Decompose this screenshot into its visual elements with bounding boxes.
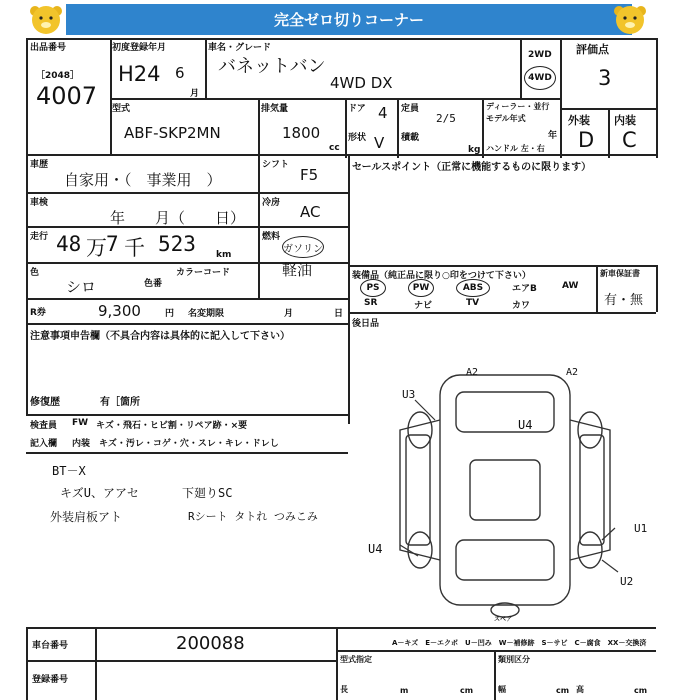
capacity-label: 定員 — [401, 104, 420, 114]
color-code-label: カラーコード — [176, 268, 231, 278]
equip-sr: SR — [364, 298, 378, 308]
grade-label: 評価点 — [576, 43, 609, 56]
height-label: 高 — [576, 685, 584, 694]
shape-label: 形状 — [348, 133, 367, 143]
handle-label: ハンドル 左・右 — [486, 144, 545, 153]
equip-tv: TV — [466, 298, 480, 308]
month-unit: 月 — [190, 89, 200, 99]
interior-grade: C — [622, 128, 637, 152]
class-no-label: 類別区分 — [498, 655, 530, 664]
note-l3: 外装肩板アト — [50, 510, 123, 524]
color-no-label: 色番 — [144, 279, 163, 289]
history-label: 車歴 — [30, 160, 49, 170]
mark-u3: U3 — [402, 388, 416, 401]
doors-label: ドア — [348, 104, 366, 114]
doors-value: 4 — [378, 104, 388, 122]
entry-label: 記入欄 — [30, 439, 58, 449]
mark-a2-right: A2 — [566, 367, 579, 378]
first-reg-label: 初度登録年月 — [112, 43, 167, 53]
name-change-label: 名変期限 — [188, 309, 225, 319]
mileage-label: 走行 — [30, 232, 49, 242]
car-name-label: 車名・グレード — [208, 43, 272, 53]
fuel-value: 軽油 — [282, 261, 313, 279]
repair-value: 有［箇所 — [100, 397, 140, 408]
capacity-value: 2/5 — [436, 112, 456, 125]
nc-month: 月 — [284, 309, 294, 319]
grade-score: 3 — [598, 66, 612, 90]
fw-label: FW — [72, 418, 89, 428]
cm-unit-3: cm — [634, 686, 648, 695]
equip-navi: ナビ — [414, 301, 433, 311]
era-year: H24 — [118, 62, 161, 86]
mileage-c: 523 — [158, 232, 196, 256]
legend: A－キズ E－エクボ U－凹み W－補修跡 S－サビ C－腐食 XX－交換済 — [392, 639, 647, 647]
mark-u2: U2 — [620, 575, 634, 588]
twowd-label: 2WD — [528, 50, 552, 60]
color-label: 色 — [30, 268, 40, 278]
mileage-man: 万 — [86, 236, 107, 260]
model-code: ABF-SKP2MN — [124, 124, 221, 142]
fuel-label: 燃料 — [262, 232, 281, 242]
chassis-label: 車台番号 — [32, 641, 69, 651]
mileage-sen: 千 — [124, 236, 145, 260]
inspection-date: 年 月（ 日） — [110, 209, 246, 227]
spare-label: スペア — [494, 616, 513, 623]
fourwd-circle: 4WD — [524, 66, 556, 90]
cc-unit: cc — [329, 143, 340, 153]
aircon-label: 冷房 — [262, 198, 281, 208]
equip-leather: カワ — [512, 301, 531, 311]
cm-unit-1: cm — [460, 686, 474, 695]
aircon-value: AC — [300, 203, 321, 221]
mileage-a: 48 — [56, 232, 82, 256]
rear-items-label: 後日品 — [352, 319, 380, 329]
width-label: 幅 — [498, 685, 506, 694]
displacement-value: 1800 — [282, 124, 321, 142]
warranty-value: 有・無 — [604, 293, 644, 308]
displacement-label: 排気量 — [261, 104, 289, 114]
page-title: 完全ゼロ切りコーナー — [273, 11, 424, 29]
note-r2: Rシート タトれ つみこみ — [188, 510, 318, 523]
inspection-items-1: キズ・飛石・ヒビ割・リペア跡・×要 — [96, 421, 248, 431]
model-label: 型式 — [112, 104, 131, 114]
equip-aw: AW — [562, 281, 579, 291]
recycle-label: R券 — [30, 308, 46, 318]
lot-no-label: 出品番号 — [30, 43, 67, 53]
inspection-items-2: 内装 キズ・汚レ・コゲ・穴・スレ・キレ・ドレし — [72, 439, 279, 449]
exterior-label: 外装 — [568, 114, 590, 127]
recycle-value: 9,300 — [98, 302, 141, 320]
year-unit: 年 — [548, 131, 558, 141]
km-unit: km — [216, 250, 232, 260]
equip-abs: ABS — [456, 279, 490, 297]
inspector-label: 検査員 — [30, 421, 58, 431]
color-value: シロ — [66, 278, 97, 296]
note-l2: キズU、アアセ — [60, 486, 139, 500]
car-name: バネットバン — [218, 56, 326, 77]
lot-prefix: ［2048］ — [36, 71, 80, 81]
warranty-label: 新車保証書 — [600, 269, 640, 278]
mark-u4-left: U4 — [368, 542, 383, 556]
load-label: 積載 — [401, 133, 420, 143]
shift-value: F5 — [300, 166, 319, 184]
mark-a2-left: A2 — [466, 367, 479, 378]
exterior-grade: D — [578, 128, 595, 152]
reg-month: 6 — [175, 64, 185, 82]
fuel-circled: ガソリン — [282, 236, 324, 258]
interior-label: 内装 — [614, 114, 636, 127]
note-r1: 下廻りSC — [182, 486, 233, 500]
lot-number: 4007 — [36, 82, 98, 110]
bear-logo-icon — [610, 3, 650, 37]
shape-value: V — [374, 134, 385, 152]
dealer-label: ディーラー・並行 — [486, 102, 550, 111]
yen-unit: 円 — [165, 309, 175, 319]
car-grade: 4WD DX — [330, 74, 393, 92]
nc-day: 日 — [334, 309, 344, 319]
repair-label: 修復歴 — [30, 397, 60, 408]
remarks-label: 注意事項申告欄（不具合内容は具体的に記入して下さい） — [30, 331, 290, 342]
shift-label: シフト — [262, 160, 290, 170]
reg-no-label: 登録番号 — [32, 675, 69, 685]
m-unit: m — [400, 686, 409, 695]
cm-unit-2: cm — [556, 686, 570, 695]
chassis-value: 200088 — [176, 633, 245, 654]
inspection-label: 車検 — [30, 198, 49, 208]
mark-u4-top: U4 — [518, 418, 533, 432]
mileage-b: 7 — [106, 232, 119, 256]
sales-point-label: セールスポイント（正常に機能するものに限ります） — [352, 162, 592, 173]
equip-airbag: エアB — [512, 284, 537, 294]
note-l1: BT－X — [52, 464, 86, 478]
mark-u1: U1 — [634, 522, 648, 535]
bear-logo-icon — [26, 3, 66, 37]
model-year-label: モデル年式 — [486, 114, 526, 123]
title-bar — [66, 4, 632, 35]
equipment-label: 装備品（純正品に限り○印をつけて下さい） — [352, 271, 531, 281]
type-spec-label: 型式指定 — [340, 655, 372, 664]
equip-ps: PS — [360, 279, 386, 297]
equip-pw: PW — [408, 279, 434, 297]
kg-unit: kg — [468, 145, 481, 155]
history-value: 自家用・（ 事業用 ） — [64, 171, 222, 189]
length-label: 長 — [340, 685, 348, 694]
